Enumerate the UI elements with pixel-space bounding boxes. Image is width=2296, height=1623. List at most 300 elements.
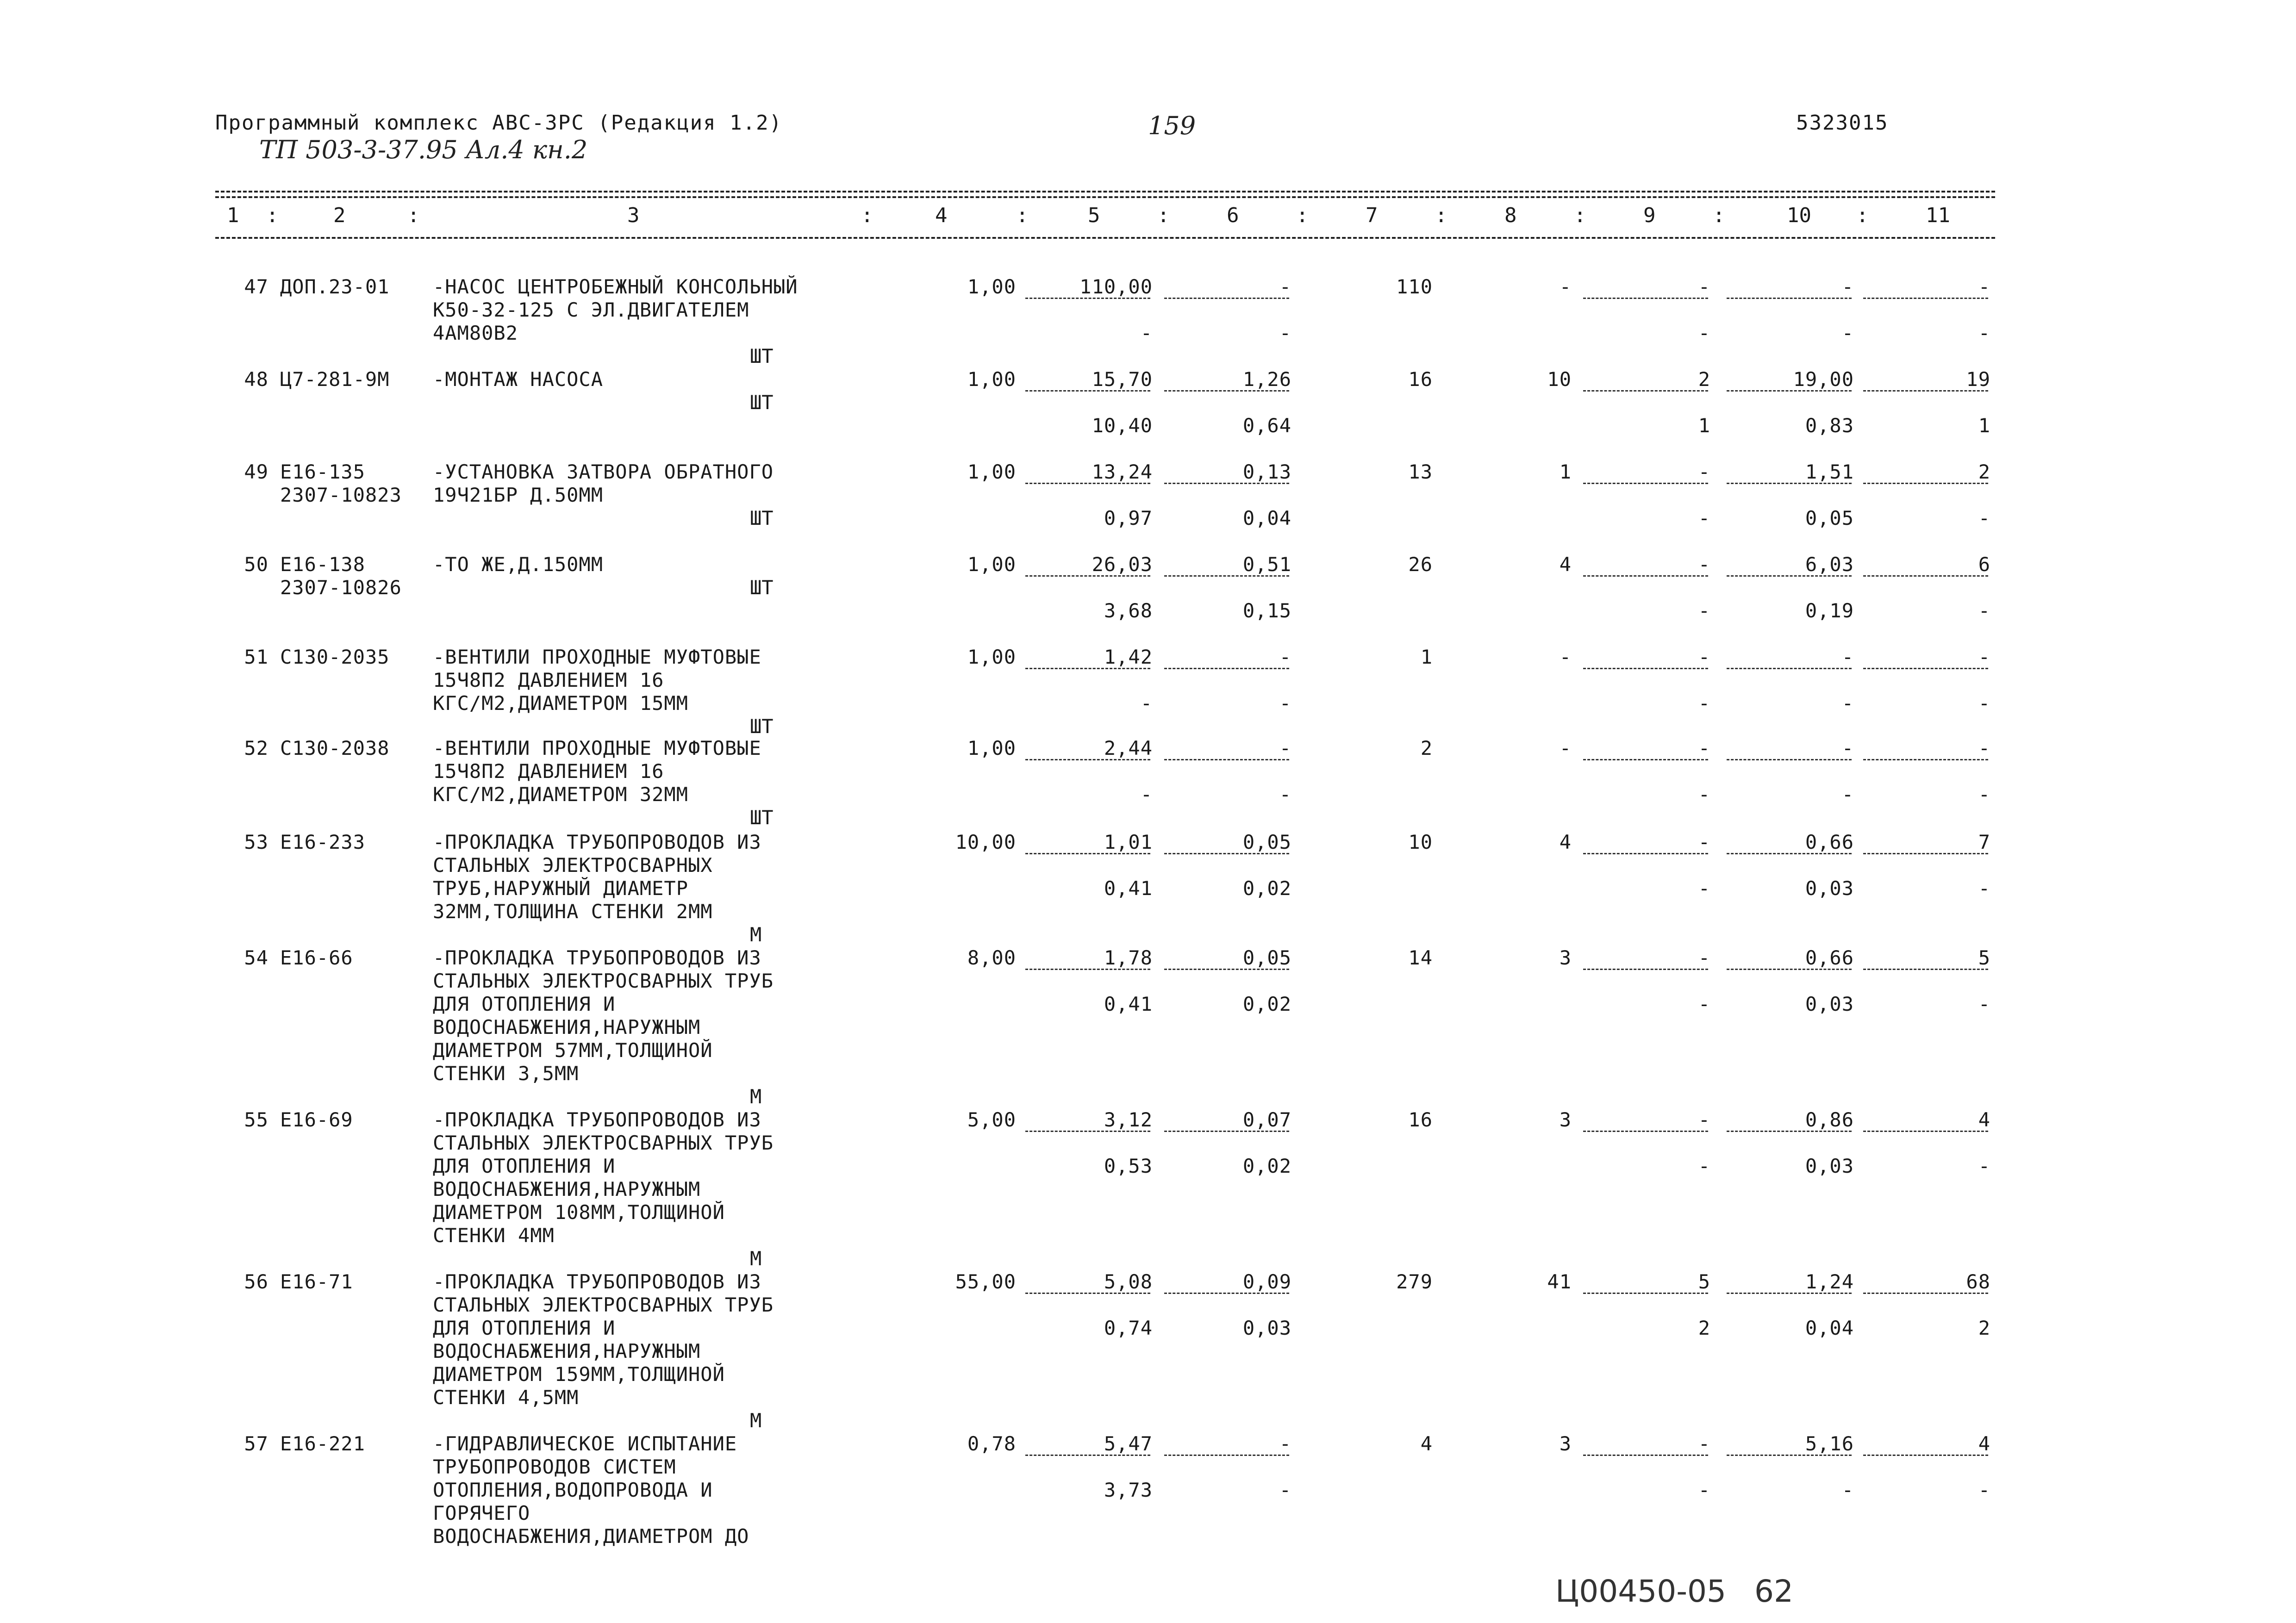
labor-cost-bottom: 0,83 [1805,414,1854,437]
labor-total-top: 7 [1978,831,1990,853]
value-divider [1863,298,1988,299]
unit-price-top: 1,01 [1104,831,1153,853]
column-separator: : [1435,204,1447,227]
description-line: ВОДОСНАБЖЕНИЯ,ДИАМЕТРОМ ДО [433,1525,749,1548]
labor-total-bottom: - [1978,877,1990,900]
column-header-11: 11 [1926,204,1950,227]
resource-code: С130-2035 [280,646,390,668]
stamp-code: Ц00450-05 [1555,1573,1726,1609]
value-divider [1727,298,1852,299]
value-divider [1164,298,1289,299]
quantity: 1,00 [967,275,1016,298]
unit-price-top: 26,03 [1092,553,1153,576]
wage-total: 3 [1559,946,1572,969]
machine-cost-bottom: - [1279,1479,1292,1501]
value-divider [1025,575,1150,577]
machine-cost-bottom: 0,02 [1242,877,1292,900]
unit-price-bottom: 0,53 [1104,1155,1153,1177]
resource-code: С130-2038 [280,737,390,759]
machine-wage-top: - [1698,737,1710,759]
column-header-8: 8 [1504,204,1517,227]
header-rule-bottom [215,237,1995,239]
labor-cost-top: 5,16 [1805,1432,1854,1455]
unit-price-top: 5,08 [1104,1270,1153,1293]
document-code: 5323015 [1796,111,1889,135]
unit-price-bottom: - [1140,692,1153,715]
machine-wage-top: - [1698,553,1710,576]
description-line: -ВЕНТИЛИ ПРОХОДНЫЕ МУФТОВЫЕ [433,646,761,668]
labor-total-top: - [1978,646,1990,668]
unit-price-bottom: 0,97 [1104,507,1153,529]
quantity: 55,00 [955,1270,1016,1293]
work-description [433,275,859,345]
value-divider [1583,853,1708,854]
cost-total: 4 [1420,1432,1433,1455]
work-description [433,1108,859,1247]
value-divider [1164,668,1289,669]
value-divider [1164,390,1289,392]
cost-total: 279 [1396,1270,1433,1293]
machine-wage-bottom: - [1698,507,1710,529]
labor-cost-bottom: - [1841,783,1854,806]
value-divider [1025,969,1150,970]
unit-of-measure: М [750,1409,762,1432]
value-divider [1164,575,1289,577]
unit-of-measure: М [750,1247,762,1270]
machine-cost-bottom: - [1279,692,1292,715]
unit-price-bottom: 0,41 [1104,993,1153,1015]
value-divider [1164,1455,1289,1456]
labor-total-top: - [1978,275,1990,298]
value-divider [1164,759,1289,760]
description-line: -МОНТАЖ НАСОСА [433,368,604,391]
value-divider [1025,853,1150,854]
unit-price-bottom: - [1140,322,1153,344]
value-divider [1727,1131,1852,1132]
machine-cost-top: 0,13 [1242,460,1292,483]
quantity: 5,00 [967,1108,1016,1131]
description-line: -ВЕНТИЛИ ПРОХОДНЫЕ МУФТОВЫЕ [433,737,761,759]
description-line: 4АМ80В2 [433,322,518,344]
labor-total-top: 4 [1978,1432,1990,1455]
labor-cost-bottom: - [1841,322,1854,344]
value-divider [1727,575,1852,577]
machine-wage-top: - [1698,1432,1710,1455]
machine-cost-top: 0,51 [1242,553,1292,576]
work-description [433,737,859,806]
column-header-9: 9 [1643,204,1656,227]
page-number: 159 [1148,111,1196,140]
value-divider [1863,668,1988,669]
header-rule-top [215,191,1995,193]
description-line: -НАСОС ЦЕНТРОБЕЖНЫЙ КОНСОЛЬНЫЙ [433,275,798,298]
machine-wage-top: 5 [1698,1270,1710,1293]
labor-total-bottom: - [1978,1479,1990,1501]
machine-wage-bottom: - [1698,783,1710,806]
value-divider [1025,1131,1150,1132]
work-description [433,1432,859,1548]
description-line: ДИАМЕТРОМ 159ММ,ТОЛЩИНОЙ [433,1363,725,1386]
unit-price-bottom: 0,41 [1104,877,1153,900]
unit-price-top: 15,70 [1092,368,1153,391]
resource-code: Е16-221 [280,1432,366,1455]
description-line: -ПРОКЛАДКА ТРУБОПРОВОДОВ ИЗ [433,831,761,853]
value-divider [1863,969,1988,970]
description-line: ТРУБОПРОВОДОВ СИСТЕМ [433,1455,676,1478]
machine-wage-top: - [1698,831,1710,853]
unit-of-measure: ШТ [750,576,774,599]
labor-cost-top: 1,24 [1805,1270,1854,1293]
description-line: ГОРЯЧЕГО [433,1502,530,1524]
value-divider [1727,390,1852,392]
cost-total: 14 [1408,946,1433,969]
row-number: 57 [244,1432,268,1455]
unit-of-measure: ШТ [750,391,774,414]
header-rule-top-2 [215,196,1995,198]
labor-cost-bottom: 0,19 [1805,599,1854,622]
labor-cost-top: 0,66 [1805,946,1854,969]
value-divider [1583,759,1708,760]
wage-total: 3 [1559,1432,1572,1455]
machine-cost-bottom: - [1279,322,1292,344]
column-header-5: 5 [1088,204,1100,227]
wage-total: 4 [1559,553,1572,576]
machine-cost-top: 0,07 [1242,1108,1292,1131]
labor-cost-top: - [1841,737,1854,759]
labor-cost-top: 19,00 [1793,368,1854,391]
machine-wage-bottom: - [1698,993,1710,1015]
description-line: -УСТАНОВКА ЗАТВОРА ОБРАТНОГО [433,460,774,483]
row-number: 52 [244,737,268,759]
description-line: КГС/М2,ДИАМЕТРОМ 15ММ [433,692,689,715]
project-reference: ТП 503-3-37.95 Ал.4 кн.2 [259,135,588,164]
value-divider [1164,483,1289,484]
value-divider [1583,575,1708,577]
value-divider [1863,759,1988,760]
row-number: 55 [244,1108,268,1131]
value-divider [1583,969,1708,970]
value-divider [1727,668,1852,669]
labor-cost-bottom: 0,03 [1805,1155,1854,1177]
value-divider [1727,969,1852,970]
quantity: 0,78 [967,1432,1016,1455]
machine-cost-bottom: 0,15 [1242,599,1292,622]
description-line: -ПРОКЛАДКА ТРУБОПРОВОДОВ ИЗ [433,1270,761,1293]
value-divider [1583,483,1708,484]
labor-total-top: 6 [1978,553,1990,576]
value-divider [1727,853,1852,854]
labor-total-bottom: - [1978,1155,1990,1177]
labor-total-bottom: 2 [1978,1317,1990,1339]
cost-total: 10 [1408,831,1433,853]
machine-wage-bottom: - [1698,1479,1710,1501]
machine-wage-bottom: - [1698,692,1710,715]
machine-cost-top: - [1279,646,1292,668]
labor-total-top: 2 [1978,460,1990,483]
machine-cost-top: - [1279,737,1292,759]
cost-total: 110 [1396,275,1433,298]
value-divider [1164,853,1289,854]
labor-total-bottom: - [1978,507,1990,529]
cost-total: 26 [1408,553,1433,576]
machine-cost-top: 0,09 [1242,1270,1292,1293]
row-number: 47 [244,275,268,298]
value-divider [1025,298,1150,299]
value-divider [1025,1293,1150,1294]
wage-total: 41 [1547,1270,1572,1293]
resource-code: Ц7-281-9М [280,368,390,391]
description-line: -ПРОКЛАДКА ТРУБОПРОВОДОВ ИЗ [433,946,761,969]
wage-total: 4 [1559,831,1572,853]
description-line: СТАЛЬНЫХ ЭЛЕКТРОСВАРНЫХ [433,854,713,877]
labor-total-bottom: - [1978,692,1990,715]
machine-wage-bottom: - [1698,877,1710,900]
unit-of-measure: М [750,1085,762,1108]
description-line: 15Ч8П2 ДАВЛЕНИЕМ 16 [433,760,664,783]
column-separator: : [266,204,279,227]
quantity: 8,00 [967,946,1016,969]
value-divider [1863,390,1988,392]
value-divider [1583,1293,1708,1294]
labor-total-top: 19 [1966,368,1990,391]
row-number: 49 [244,460,268,483]
labor-cost-bottom: - [1841,692,1854,715]
labor-cost-bottom: - [1841,1479,1854,1501]
cost-total: 2 [1420,737,1433,759]
machine-wage-top: - [1698,460,1710,483]
description-line: К50-32-125 С ЭЛ.ДВИГАТЕЛЕМ [433,298,749,321]
description-line: ВОДОСНАБЖЕНИЯ,НАРУЖНЫМ [433,1340,701,1362]
quantity: 10,00 [955,831,1016,853]
row-number: 51 [244,646,268,668]
row-number: 50 [244,553,268,576]
column-separator: : [1713,204,1725,227]
machine-cost-bottom: 0,04 [1242,507,1292,529]
column-header-6: 6 [1227,204,1239,227]
column-separator: : [861,204,873,227]
machine-cost-bottom: - [1279,783,1292,806]
value-divider [1863,1131,1988,1132]
row-number: 53 [244,831,268,853]
resource-code: Е16-138 [280,553,366,576]
column-separator: : [1856,204,1869,227]
machine-wage-bottom: - [1698,599,1710,622]
value-divider [1727,483,1852,484]
resource-code: Е16-69 [280,1108,353,1131]
unit-of-measure: ШТ [750,806,774,829]
value-divider [1583,1455,1708,1456]
description-line: СТАЛЬНЫХ ЭЛЕКТРОСВАРНЫХ ТРУБ [433,1132,774,1154]
machine-wage-bottom: - [1698,322,1710,344]
value-divider [1583,390,1708,392]
unit-of-measure: ШТ [750,345,774,367]
value-divider [1583,1131,1708,1132]
unit-price-top: 3,12 [1104,1108,1153,1131]
labor-total-top: 5 [1978,946,1990,969]
value-divider [1025,483,1150,484]
quantity: 1,00 [967,553,1016,576]
description-line: -ТО ЖЕ,Д.150ММ [433,553,604,576]
machine-cost-top: - [1279,1432,1292,1455]
labor-cost-top: - [1841,646,1854,668]
machine-wage-top: - [1698,275,1710,298]
labor-total-bottom: - [1978,322,1990,344]
machine-wage-bottom: 2 [1698,1317,1710,1339]
value-divider [1164,1131,1289,1132]
unit-of-measure: ШТ [750,715,774,738]
unit-price-bottom: 0,74 [1104,1317,1153,1339]
column-separator: : [1016,204,1029,227]
value-divider [1025,390,1150,392]
wage-total: - [1559,646,1572,668]
resource-code: Е16-66 [280,946,353,969]
unit-price-bottom: - [1140,783,1153,806]
work-description [433,553,859,576]
labor-cost-bottom: 0,04 [1805,1317,1854,1339]
value-divider [1863,1455,1988,1456]
description-line: СТАЛЬНЫХ ЭЛЕКТРОСВАРНЫХ ТРУБ [433,1293,774,1316]
labor-cost-bottom: 0,03 [1805,877,1854,900]
sheet-number: 62 [1754,1573,1793,1609]
description-line: 15Ч8П2 ДАВЛЕНИЕМ 16 [433,669,664,691]
machine-cost-bottom: 0,02 [1242,993,1292,1015]
wage-total: 10 [1547,368,1572,391]
machine-wage-top: - [1698,646,1710,668]
description-line: 32ММ,ТОЛЩИНА СТЕНКИ 2ММ [433,900,713,923]
column-header-7: 7 [1366,204,1378,227]
description-line: ДИАМЕТРОМ 108ММ,ТОЛЩИНОЙ [433,1201,725,1224]
labor-total-top: 4 [1978,1108,1990,1131]
wage-total: 1 [1559,460,1572,483]
machine-cost-top: - [1279,275,1292,298]
machine-wage-top: - [1698,1108,1710,1131]
unit-price-top: 13,24 [1092,460,1153,483]
work-description [433,946,859,1085]
unit-price-top: 2,44 [1104,737,1153,759]
work-description [433,831,859,923]
value-divider [1863,575,1988,577]
resource-code: ДОП.23-01 [280,275,390,298]
row-number: 48 [244,368,268,391]
column-header-10: 10 [1787,204,1811,227]
resource-code: Е16-71 [280,1270,353,1293]
description-line: СТЕНКИ 4ММ [433,1224,555,1247]
resource-code: 2307-10826 [280,576,402,599]
labor-total-bottom: - [1978,783,1990,806]
quantity: 1,00 [967,368,1016,391]
value-divider [1863,853,1988,854]
column-header-2: 2 [333,204,346,227]
machine-cost-bottom: 0,03 [1242,1317,1292,1339]
machine-cost-bottom: 0,64 [1242,414,1292,437]
labor-cost-top: - [1841,275,1854,298]
value-divider [1727,759,1852,760]
resource-code: 2307-10823 [280,484,402,506]
labor-cost-top: 6,03 [1805,553,1854,576]
program-title: Программный комплекс АВС-3РС (Редакция 1.2) [215,111,783,135]
value-divider [1863,1293,1988,1294]
quantity: 1,00 [967,646,1016,668]
cost-total: 1 [1420,646,1433,668]
work-description [433,460,859,507]
unit-price-top: 5,47 [1104,1432,1153,1455]
value-divider [1025,1455,1150,1456]
column-separator: : [407,204,420,227]
value-divider [1164,969,1289,970]
description-line: -ПРОКЛАДКА ТРУБОПРОВОДОВ ИЗ [433,1108,761,1131]
value-divider [1863,483,1988,484]
unit-price-top: 1,78 [1104,946,1153,969]
column-header-4: 4 [935,204,948,227]
machine-cost-top: 0,05 [1242,946,1292,969]
cost-total: 13 [1408,460,1433,483]
description-line: СТЕНКИ 3,5ММ [433,1062,579,1085]
unit-price-top: 110,00 [1079,275,1153,298]
resource-code: Е16-233 [280,831,366,853]
labor-total-top: 68 [1966,1270,1990,1293]
unit-price-bottom: 10,40 [1092,414,1153,437]
unit-price-bottom: 3,73 [1104,1479,1153,1501]
wage-total: - [1559,737,1572,759]
unit-price-top: 1,42 [1104,646,1153,668]
description-line: СТАЛЬНЫХ ЭЛЕКТРОСВАРНЫХ ТРУБ [433,970,774,992]
resource-code: Е16-135 [280,460,366,483]
description-line: ВОДОСНАБЖЕНИЯ,НАРУЖНЫМ [433,1016,701,1038]
description-line: ДЛЯ ОТОПЛЕНИЯ И [433,1155,616,1177]
wage-total: 3 [1559,1108,1572,1131]
description-line: 19Ч21БР Д.50ММ [433,484,604,506]
machine-wage-bottom: - [1698,1155,1710,1177]
cost-total: 16 [1408,368,1433,391]
description-line: -ГИДРАВЛИЧЕСКОЕ ИСПЫТАНИЕ [433,1432,737,1455]
labor-cost-top: 0,86 [1805,1108,1854,1131]
value-divider [1583,298,1708,299]
column-header-3: 3 [627,204,640,227]
column-separator: : [1574,204,1586,227]
value-divider [1025,759,1150,760]
machine-cost-top: 0,05 [1242,831,1292,853]
description-line: ОТОПЛЕНИЯ,ВОДОПРОВОДА И [433,1479,713,1501]
labor-cost-bottom: 0,05 [1805,507,1854,529]
machine-cost-bottom: 0,02 [1242,1155,1292,1177]
row-number: 54 [244,946,268,969]
labor-total-bottom: 1 [1978,414,1990,437]
column-separator: : [1296,204,1309,227]
labor-cost-bottom: 0,03 [1805,993,1854,1015]
quantity: 1,00 [967,460,1016,483]
cost-total: 16 [1408,1108,1433,1131]
row-number: 56 [244,1270,268,1293]
unit-price-bottom: 3,68 [1104,599,1153,622]
work-description [433,1270,859,1409]
description-line: СТЕНКИ 4,5ММ [433,1386,579,1409]
value-divider [1025,668,1150,669]
work-description [433,368,859,391]
column-header-1: 1 [227,204,239,227]
column-separator: : [1157,204,1170,227]
work-description [433,646,859,715]
description-line: ДЛЯ ОТОПЛЕНИЯ И [433,993,616,1015]
unit-of-measure: М [750,923,762,946]
machine-wage-bottom: 1 [1698,414,1710,437]
quantity: 1,00 [967,737,1016,759]
machine-cost-top: 1,26 [1242,368,1292,391]
unit-of-measure: ШТ [750,507,774,529]
description-line: ВОДОСНАБЖЕНИЯ,НАРУЖНЫМ [433,1178,701,1200]
value-divider [1164,1293,1289,1294]
labor-total-top: - [1978,737,1990,759]
labor-total-bottom: - [1978,599,1990,622]
